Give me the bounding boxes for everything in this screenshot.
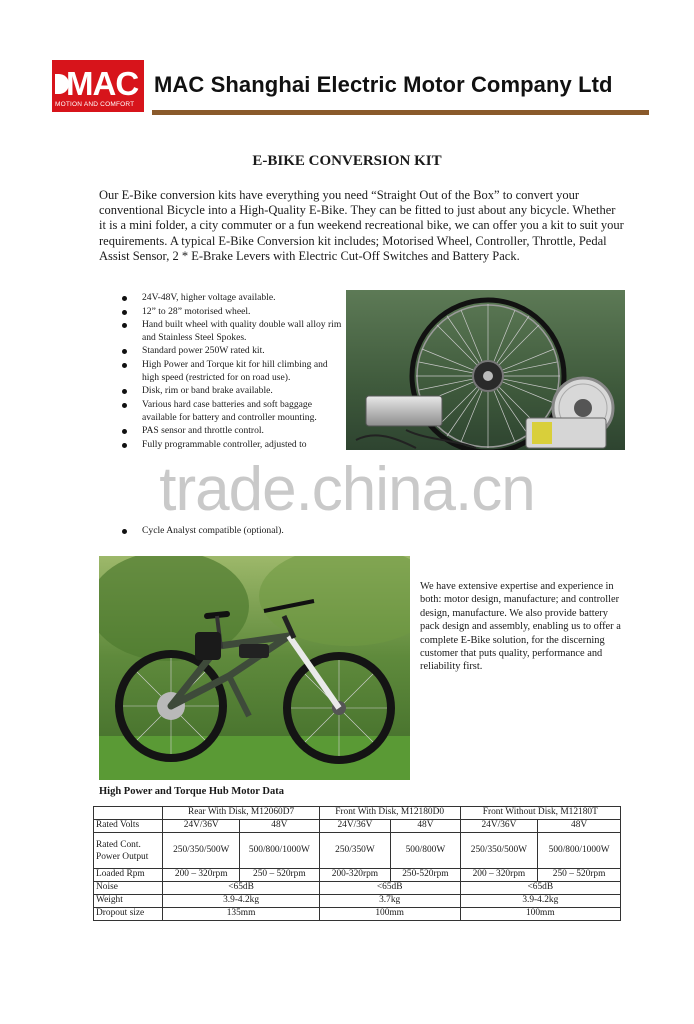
feature-item <box>122 399 344 425</box>
conversion-kit-photo <box>346 290 625 450</box>
table-cell: 200-320rpm <box>319 869 390 882</box>
feature-item <box>122 425 344 438</box>
table-row <box>94 820 621 833</box>
feature-text: Cycle Analyst compatible (optional). <box>142 525 284 536</box>
table-title: High Power and Torque Hub Motor Data <box>99 786 284 797</box>
table-row <box>94 869 621 882</box>
table-cell: 48V <box>391 820 460 833</box>
table-cell: 250 – 520rpm <box>240 869 320 882</box>
table-header-cell: Rear With Disk, M12060D7 <box>163 807 319 820</box>
table-cell: 24V/36V <box>163 820 240 833</box>
table-cell: 48V <box>538 820 621 833</box>
table-cell: 250 – 520rpm <box>538 869 621 882</box>
feature-text: Hand built wheel with quality double wall alloy rim and Stainless Steel Spokes. <box>142 319 342 343</box>
bullet-icon <box>122 310 127 315</box>
row-label: Loaded Rpm <box>94 869 163 882</box>
bullet-icon <box>122 529 127 534</box>
feature-item <box>122 292 344 305</box>
table-cell: 200 – 320rpm <box>460 869 538 882</box>
bullet-icon <box>122 443 127 448</box>
bullet-icon <box>122 363 127 368</box>
expertise-paragraph: We have extensive expertise and experience in both: motor design, manufacture; and controller design, manufacture. We also provide battery pack design and assembly, enabling us to offer a complete E-Bike solution, for the discerning customer that puts quality, performance and reliability first. <box>420 581 621 673</box>
feature-text: High Power and Torque kit for hill climbing and high speed (restricted for on road use). <box>142 358 328 383</box>
table-cell: <65dB <box>319 882 460 895</box>
kit-illustration <box>346 290 625 450</box>
bike-illustration <box>99 556 410 780</box>
row-label: Weight <box>94 895 163 908</box>
document-title: E-BIKE CONVERSION KIT <box>252 153 442 169</box>
table-header-row <box>94 807 621 820</box>
table-cell: 48V <box>240 820 320 833</box>
feature-item <box>122 345 344 358</box>
table-cell: 500/800/1000W <box>240 833 320 869</box>
table-cell: 3.7kg <box>319 895 460 908</box>
table-cell: 3.9-4.2kg <box>460 895 620 908</box>
logo-tagline: MOTION AND COMFORT <box>55 101 135 108</box>
table-cell: 250-520rpm <box>391 869 460 882</box>
feature-text: Various hard case batteries and soft baggage available for battery and controller mounting. <box>142 398 317 423</box>
intro-paragraph: Our E-Bike conversion kits have everything you need “Straight Out of the Box” to convert your conventional Bicycle into a High-Quality E-Bike. They can be fitted to just about any bicycle. Whether it is a mini folder, a city commuter or a fun weekend recreational bike, we can offer you a kit to suit your requirements. A typical E-Bike Conversion kit includes; Motorised Wheel, Controller, Throttle, Pedal Assist Sensor, 2 * E-Brake Levers with Electric Cut-Off Switches and Battery Pack. <box>99 188 624 263</box>
bullet-icon <box>122 403 127 408</box>
feature-text: 24V-48V, higher voltage available. <box>142 292 276 303</box>
table-cell: 100mm <box>319 908 460 921</box>
row-label: Rated Volts <box>94 820 163 833</box>
table-row <box>94 895 621 908</box>
table-cell: 250/350/500W <box>460 833 538 869</box>
table-cell: 250/350W <box>319 833 390 869</box>
feature-text: PAS sensor and throttle control. <box>142 425 264 437</box>
table-cell: 24V/36V <box>460 820 538 833</box>
table-cell: 24V/36V <box>319 820 390 833</box>
row-label: Rated Cont. Power Output <box>94 833 163 869</box>
table-cell: 500/800W <box>391 833 460 869</box>
bullet-icon <box>122 296 127 301</box>
watermark-text: trade.china.cn <box>159 455 535 524</box>
bullet-icon <box>122 323 127 328</box>
table-cell: 500/800/1000W <box>538 833 621 869</box>
table-cell: 200 – 320rpm <box>163 869 240 882</box>
table-cell: 100mm <box>460 908 620 921</box>
table-header-cell: Front With Disk, M12180D0 <box>319 807 460 820</box>
bullet-icon <box>122 389 127 394</box>
bullet-icon <box>122 429 127 434</box>
table-cell: <65dB <box>163 882 319 895</box>
ebike-photo <box>99 556 410 780</box>
feature-item <box>122 359 344 385</box>
feature-list <box>122 292 344 452</box>
table-cell: 3.9-4.2kg <box>163 895 319 908</box>
bullet-icon <box>122 349 127 354</box>
feature-item-last <box>122 525 284 536</box>
company-name: MAC Shanghai Electric Motor Company Ltd <box>154 72 613 97</box>
table-row <box>94 882 621 895</box>
table-row <box>94 833 621 869</box>
row-label: Noise <box>94 882 163 895</box>
row-label: Dropout size <box>94 908 163 921</box>
table-cell: 250/350/500W <box>163 833 240 869</box>
feature-item <box>122 306 344 319</box>
feature-text: Standard power 250W rated kit. <box>142 345 265 357</box>
table-corner-cell <box>94 807 163 820</box>
feature-item <box>122 319 344 345</box>
company-logo <box>52 60 144 112</box>
motor-data-table <box>93 806 621 921</box>
feature-text: Disk, rim or band brake available. <box>142 385 273 397</box>
table-cell: 135mm <box>163 908 319 921</box>
feature-text: 12” to 28” motorised wheel. <box>142 305 251 317</box>
logo-text: MAC <box>66 65 139 102</box>
feature-text: Fully programmable controller, adjusted to <box>142 438 307 450</box>
header-rule <box>152 110 649 115</box>
table-cell: <65dB <box>460 882 620 895</box>
table-row <box>94 908 621 921</box>
feature-item <box>122 385 344 398</box>
table-header-cell: Front Without Disk, M12180T <box>460 807 620 820</box>
